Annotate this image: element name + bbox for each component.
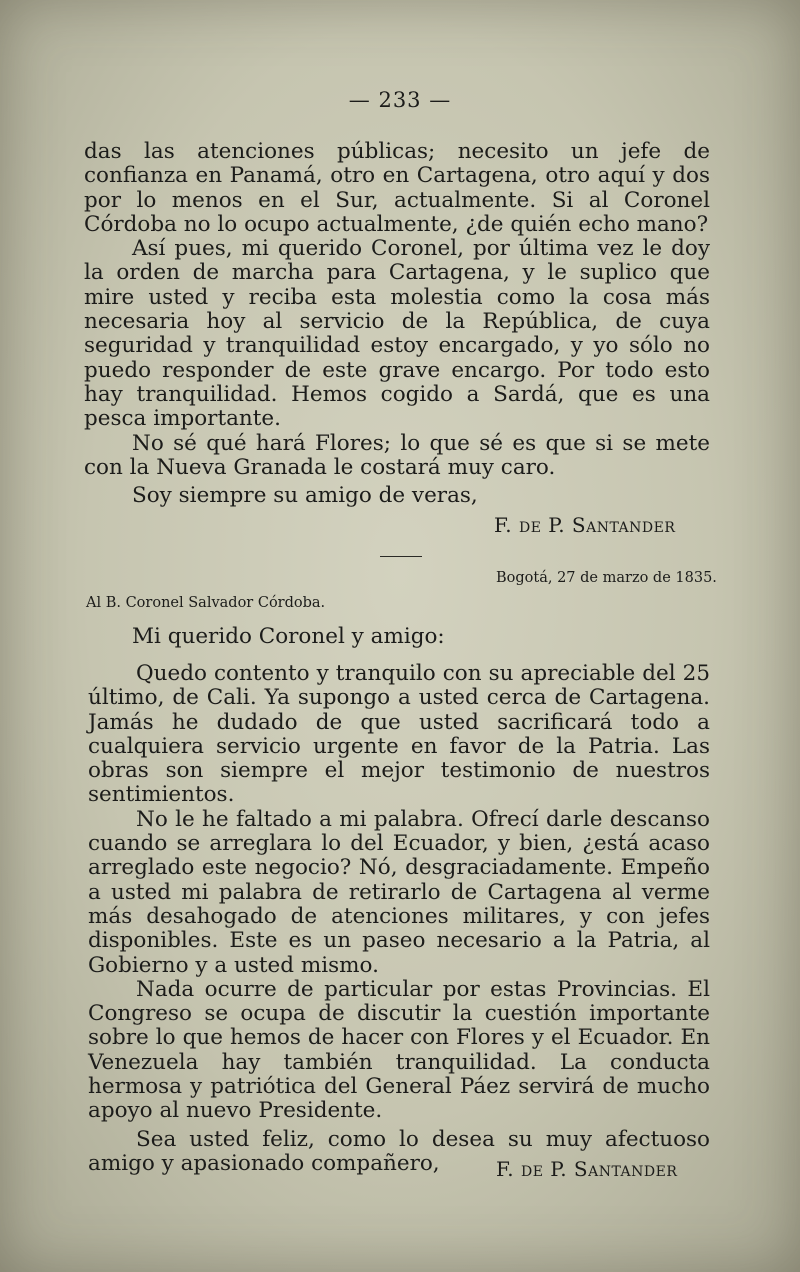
dateline: Bogotá, 27 de marzo de 1835. bbox=[496, 570, 717, 586]
paragraph: das las atenciones públicas; necesito un jefe de confianza en Panamá, otro en Cartagena, otro aquí y dos por lo menos en el Sur, actualmente. Si al Coronel Córdoba no lo ocupo actualmente, ¿de quién echo mano? bbox=[84, 139, 710, 237]
signature-surname: SANTANDER bbox=[573, 1157, 678, 1181]
signature-1 bbox=[494, 513, 675, 537]
page-number: — 233 — bbox=[348, 88, 452, 112]
signature-initial: F. bbox=[494, 513, 513, 537]
paragraph: Así pues, mi querido Coronel, por última vez le doy la orden de marcha para Cartagena, y le suplico que mire usted y reciba esta molestia como la cosa más necesaria hoy al servicio de la República, de cuya seguridad y tranquilidad estoy encargado, y yo sólo no puedo responder de este grave encargo. Por todo esto hay tranquilidad. Hemos cogido a Sardá, que es una pesca importante. bbox=[84, 236, 710, 432]
paragraph: Nada ocurre de particular por estas Provincias. El Congreso se ocupa de discutir la cuestión importante sobre lo que hemos de hacer con Flores y el Ecuador. En Venezuela hay también tranquilidad. La conducta hermosa y patriótica del General Páez servirá de mucho apoyo al nuevo Presidente. bbox=[88, 976, 710, 1124]
recipient: Al B. Coronel Salvador Córdoba. bbox=[86, 595, 326, 611]
paragraph: Quedo contento y tranquilo con su apreciable del 25 último, de Cali. Ya supongo a usted cerca de Cartagena. Jamás he dudado de que usted sacrificará todo a cualquiera servicio urgente en favor de la Patria. Las obras son siempre el mejor testimonio de nuestros sentimientos. bbox=[88, 661, 710, 808]
section-divider bbox=[380, 556, 422, 557]
paragraph: Sea usted feliz, como lo desea su muy afectuoso amigo y apasionado compañero, bbox=[88, 1126, 710, 1176]
signature-surname: SANTANDER bbox=[571, 513, 676, 537]
signature-de: DE bbox=[520, 1164, 544, 1180]
paragraph: No sé qué hará Flores; lo que sé es que si se mete con la Nueva Granada le costará muy caro. bbox=[84, 430, 710, 480]
signature-initial: F. bbox=[496, 1157, 515, 1181]
salutation: Mi querido Coronel y amigo: bbox=[132, 624, 445, 649]
signature-p: P. bbox=[550, 1157, 568, 1181]
letter-1-body bbox=[84, 140, 710, 508]
paragraph: No le he faltado a mi palabra. Ofrecí darle descanso cuando se arreglara lo del Ecuador, y bien, ¿está acaso arreglado este negocio? Nó, desgraciadamente. Empeño a usted mi palabra de retirarlo de Cartagena al verme más desahogado de atenciones militares, y con jefes disponibles. Este es un paseo necesario a la Patria, al Gobierno y a usted mismo. bbox=[88, 806, 710, 978]
signature-p: P. bbox=[548, 513, 566, 537]
paragraph: Soy siempre su amigo de veras, bbox=[132, 483, 478, 509]
signature-de: DE bbox=[518, 520, 542, 536]
letter-2-body bbox=[88, 662, 710, 1176]
signature-2 bbox=[496, 1157, 677, 1181]
